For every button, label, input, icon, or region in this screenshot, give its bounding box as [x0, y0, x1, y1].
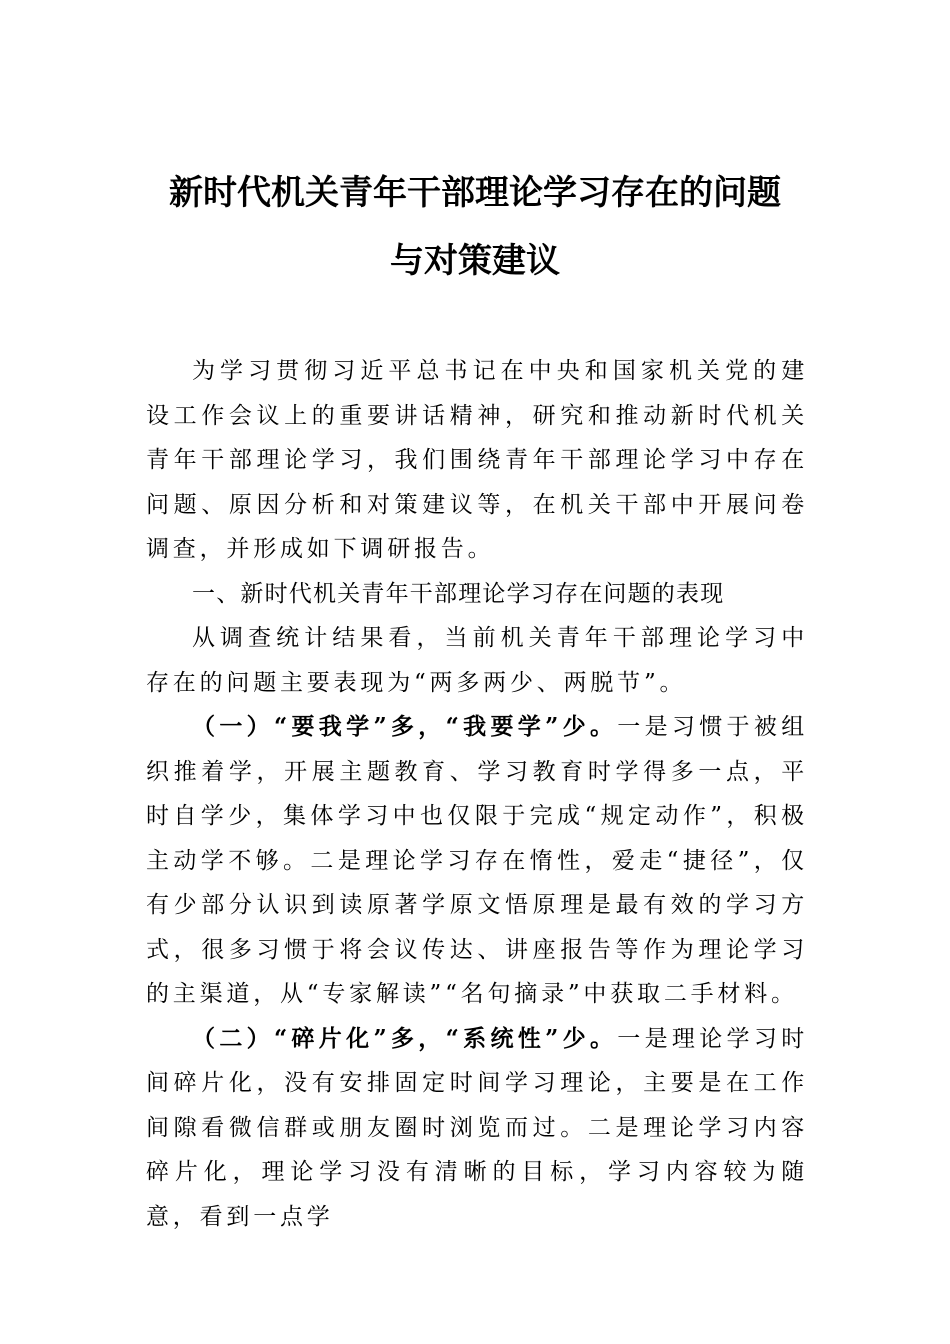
point-1-paragraph — [146, 705, 808, 1017]
section-1-heading: 一、新时代机关青年干部理论学习存在问题的表现 — [192, 580, 725, 607]
document-title-line-1: 新时代机关青年干部理论学习存在的问题 — [169, 173, 781, 213]
point-2-paragraph — [146, 1017, 808, 1240]
document-body — [146, 349, 808, 1239]
point-2-text: 一是理论学习时间碎片化，没有安排固定时间学习理论，主要是在工作间隙看微信群或朋友圈时浏览而过。二是理论学习内容碎片化，理论学习没有清晰的目标，学习内容较为随意，看到一点学 — [146, 1025, 808, 1230]
document-title-line-2: 与对策建议 — [390, 241, 560, 281]
point-2-heading: （二）“碎片化”多，“系统性”少。 — [192, 1024, 618, 1052]
point-1-heading: （一）“要我学”多，“我要学”少。 — [192, 713, 618, 740]
intro-paragraph: 为学习贯彻习近平总书记在中央和国家机关党的建设工作会议上的重要讲话精神，研究和推动新时代机关青年干部理论学习，我们围绕青年干部理论学习中存在问题、原因分析和对策建议等，在机关干部中开展问卷调查，并形成如下调研报告。 — [146, 358, 808, 562]
point-1-text: 一是习惯于被组织推着学，开展主题教育、学习教育时学得多一点，平时自学少，集体学习中也仅限于完成“规定动作”，积极主动学不够。二是理论学习存在惰性，爱走“捷径”，仅有少部分认识到读原著学原文悟原理是最有效的学习方式，很多习惯于将会议传达、讲座报告等作为理论学习的主渠道，从“专家解读”“名句摘录”中获取二手材料。 — [146, 714, 808, 1007]
section-1-summary: 从调查统计结果看，当前机关青年干部理论学习中存在的问题主要表现为“两多两少、两脱节”。 — [146, 625, 808, 696]
